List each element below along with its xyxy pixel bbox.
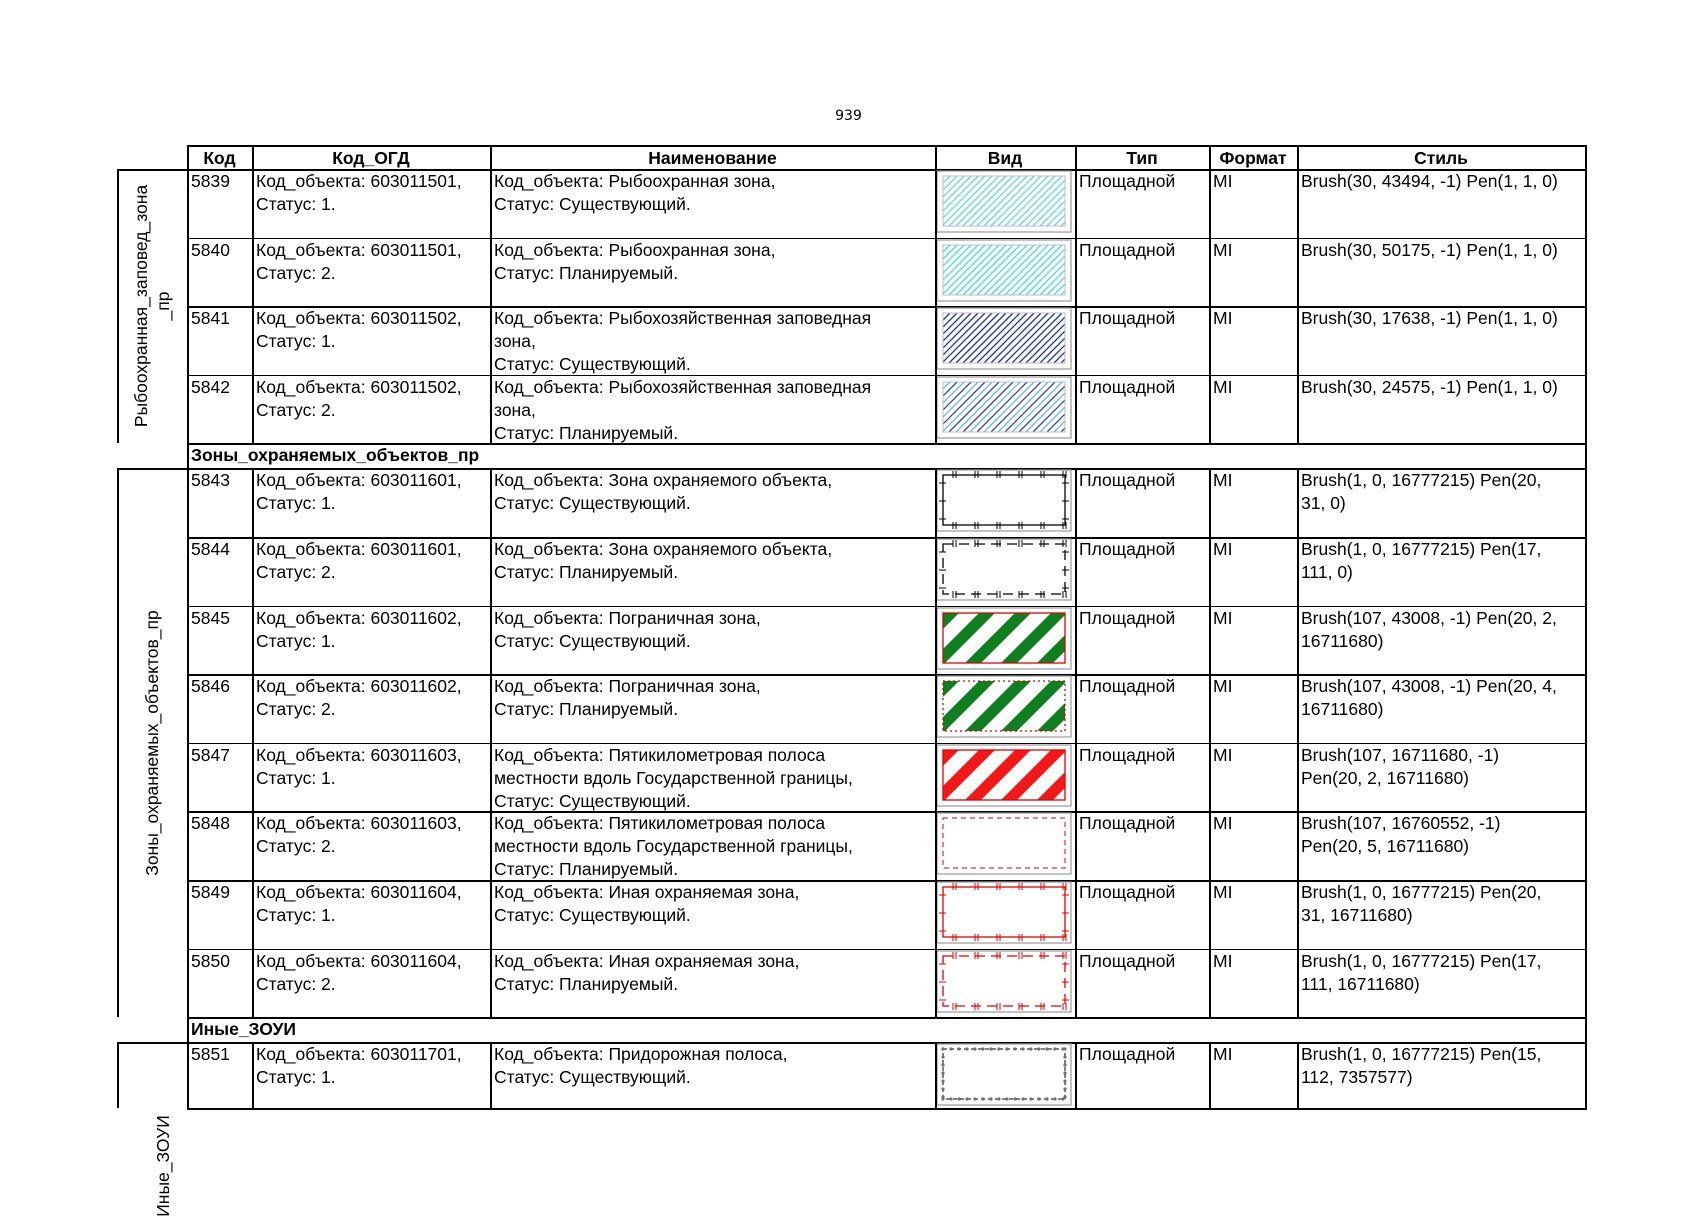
cell-name: Код_объекта: Зона охраняемого объекта, Статус: Существующий.: [494, 470, 833, 514]
table-rule: [1075, 169, 1077, 238]
table-rule: [1585, 443, 1587, 468]
cell-tip: Площадной: [1079, 950, 1176, 971]
cell-tip: Площадной: [1079, 239, 1176, 260]
cell-ogd: Код_объекта: 603011603, Статус: 2.: [256, 813, 462, 857]
table-rule: [252, 880, 254, 949]
cell-ogd: Код_объекта: 603011502, Статус: 2.: [256, 376, 462, 420]
cell-tip: Площадной: [1079, 539, 1176, 559]
table-rule: [935, 537, 937, 606]
table-rule: [187, 537, 189, 606]
column-header-tip: Тип: [1126, 148, 1158, 168]
cell-kod: 5850: [191, 950, 230, 971]
cell-format: MI: [1213, 744, 1233, 765]
section-title: Иные_ЗОУИ: [191, 1019, 296, 1040]
column-header-format: Формат: [1219, 148, 1287, 168]
table-rule: [1585, 949, 1587, 1018]
table-rule: [1209, 880, 1211, 949]
table-rule: [1297, 537, 1299, 606]
table-rule: [1075, 468, 1077, 537]
group-side-label: [117, 169, 187, 443]
table-rule: [252, 306, 254, 375]
table-rule: [1585, 811, 1587, 880]
style-swatch: [935, 468, 1075, 537]
table-rule: [490, 375, 492, 444]
table-rule: [1585, 375, 1587, 444]
table-rule: [1075, 606, 1077, 675]
cell-kod: 5849: [191, 882, 230, 902]
cell-name: Код_объекта: Пограничная зона, Статус: Существующий.: [494, 607, 761, 651]
table-rule: [490, 811, 492, 880]
style-swatch: [935, 606, 1075, 675]
column-header-name: Наименование: [648, 148, 777, 168]
table-rule: [1585, 1017, 1587, 1042]
cell-tip: Площадной: [1079, 813, 1176, 834]
table-rule: [252, 145, 254, 169]
table-rule: [1075, 375, 1077, 444]
cell-tip: Площадной: [1079, 171, 1176, 191]
table-rule: [1075, 743, 1077, 812]
table-rule: [935, 743, 937, 812]
table-rule: [935, 238, 937, 307]
table-rule: [1209, 375, 1211, 444]
table-rule: [252, 1042, 254, 1108]
cell-ogd: Код_объекта: 603011502, Статус: 1.: [256, 308, 462, 352]
table-rule: [935, 949, 937, 1018]
table-rule: [1297, 880, 1299, 949]
table-rule: [1585, 880, 1587, 949]
table-rule: [252, 674, 254, 743]
column-header-vid: Вид: [987, 148, 1023, 168]
cell-name: Код_объекта: Иная охраняемая зона, Статус: Существующий.: [494, 882, 800, 925]
cell-tip: Площадной: [1079, 882, 1176, 902]
cell-kod: 5839: [191, 171, 230, 191]
cell-name: Код_объекта: Рыбохозяйственная заповедная зона, Статус: Существующий.: [494, 308, 872, 375]
table-rule: [935, 169, 937, 238]
cell-name: Код_объекта: Пятикилометровая полоса местности вдоль Государственной границы, Статус: Существующий.: [494, 744, 853, 811]
cell-tip: Площадной: [1079, 470, 1176, 491]
table-rule: [187, 145, 189, 169]
table-rule: [187, 238, 189, 307]
table-rule: [1209, 811, 1211, 880]
table-rule: [1297, 238, 1299, 307]
cell-style: Brush(30, 24575, -1) Pen(1, 1, 0): [1301, 376, 1558, 397]
table-rule: [252, 375, 254, 444]
table-rule: [1297, 743, 1299, 812]
cell-ogd: Код_объекта: 603011601, Статус: 2.: [256, 539, 462, 582]
cell-style: Brush(1, 0, 16777215) Pen(17, 111, 16711680): [1301, 950, 1542, 994]
table-rule: [252, 743, 254, 812]
table-rule: [490, 743, 492, 812]
style-swatch: [935, 1042, 1075, 1108]
style-swatch: [935, 169, 1075, 238]
table-rule: [187, 1017, 1587, 1019]
table-rule: [252, 238, 254, 307]
table-rule: [1209, 674, 1211, 743]
cell-kod: 5843: [191, 470, 230, 491]
cell-tip: Площадной: [1079, 376, 1176, 397]
page-number: 939: [835, 108, 862, 124]
cell-ogd: Код_объекта: 603011601, Статус: 1.: [256, 470, 462, 514]
cell-kod: 5841: [191, 308, 230, 329]
table-rule: [1209, 743, 1211, 812]
table-rule: [1297, 375, 1299, 444]
cell-style: Brush(1, 0, 16777215) Pen(17, 111, 0): [1301, 539, 1542, 582]
cell-name: Код_объекта: Придорожная полоса, Статус: Существующий.: [494, 1044, 788, 1088]
table-rule: [1209, 606, 1211, 675]
table-rule: [935, 811, 937, 880]
cell-style: Brush(30, 17638, -1) Pen(1, 1, 0): [1301, 308, 1558, 329]
cell-kod: 5847: [191, 744, 230, 765]
table-rule: [1585, 468, 1587, 537]
table-rule: [187, 1108, 1587, 1110]
table-rule: [252, 811, 254, 880]
table-rule: [187, 443, 189, 468]
cell-tip: Площадной: [1079, 744, 1176, 765]
cell-kod: 5842: [191, 376, 230, 397]
cell-kod: 5846: [191, 676, 230, 697]
group-side-label: [117, 468, 187, 1017]
cell-name: Код_объекта: Рыбохозяйственная заповедная зона, Статус: Планируемый.: [494, 376, 872, 443]
cell-style: Brush(107, 16760552, -1) Pen(20, 5, 16711680): [1301, 813, 1501, 857]
table-rule: [1209, 949, 1211, 1018]
table-rule: [490, 537, 492, 606]
cell-format: MI: [1213, 171, 1233, 191]
cell-ogd: Код_объекта: 603011701, Статус: 1.: [256, 1044, 462, 1088]
table-rule: [187, 743, 189, 812]
cell-tip: Площадной: [1079, 308, 1176, 329]
cell-format: MI: [1213, 813, 1233, 834]
group-side-label-text: Рыбоохранная_заповед_зона _пр: [131, 185, 173, 428]
table-rule: [1209, 145, 1211, 169]
cell-format: MI: [1213, 470, 1233, 491]
cell-kod: 5844: [191, 539, 230, 559]
table-rule: [252, 606, 254, 675]
cell-tip: Площадной: [1079, 607, 1176, 628]
cell-style: Brush(30, 43494, -1) Pen(1, 1, 0): [1301, 171, 1558, 191]
cell-kod: 5851: [191, 1044, 230, 1065]
cell-ogd: Код_объекта: 603011501, Статус: 2.: [256, 239, 462, 283]
table-rule: [490, 606, 492, 675]
table-rule: [1585, 238, 1587, 307]
cell-name: Код_объекта: Зона охраняемого объекта, Статус: Планируемый.: [494, 539, 833, 582]
cell-format: MI: [1213, 676, 1233, 697]
column-header-kod: Код: [203, 148, 236, 168]
table-rule: [935, 674, 937, 743]
table-rule: [935, 880, 937, 949]
style-swatch: [935, 949, 1075, 1018]
table-rule: [187, 468, 189, 537]
cell-ogd: Код_объекта: 603011602, Статус: 2.: [256, 676, 462, 720]
table-rule: [935, 145, 937, 169]
group-side-label: [117, 1042, 187, 1217]
table-rule: [490, 169, 492, 238]
style-swatch: [935, 306, 1075, 375]
cell-format: MI: [1213, 1044, 1233, 1065]
cell-format: MI: [1213, 607, 1233, 628]
table-rule: [187, 606, 189, 675]
table-rule: [935, 375, 937, 444]
table-rule: [1075, 674, 1077, 743]
table-rule: [1075, 145, 1077, 169]
table-rule: [1209, 169, 1211, 238]
cell-style: Brush(1, 0, 16777215) Pen(20, 31, 0): [1301, 470, 1542, 514]
table-rule: [1585, 145, 1587, 169]
cell-format: MI: [1213, 539, 1233, 559]
table-rule: [490, 949, 492, 1018]
table-rule: [1585, 169, 1587, 238]
cell-tip: Площадной: [1079, 1044, 1176, 1065]
table-rule: [1209, 468, 1211, 537]
table-rule: [1075, 949, 1077, 1018]
cell-style: Brush(107, 16711680, -1) Pen(20, 2, 16711680): [1301, 744, 1500, 788]
table-rule: [1075, 537, 1077, 606]
table-rule: [187, 811, 189, 880]
table-rule: [1585, 537, 1587, 606]
cell-kod: 5848: [191, 813, 230, 834]
cell-style: Brush(107, 43008, -1) Pen(20, 2, 16711680): [1301, 607, 1557, 651]
table-rule: [490, 145, 492, 169]
section-title: Зоны_охраняемых_объектов_пр: [191, 445, 480, 466]
table-rule: [1297, 811, 1299, 880]
table-rule: [1297, 674, 1299, 743]
table-rule: [187, 674, 189, 743]
style-swatch: [935, 238, 1075, 307]
cell-format: MI: [1213, 239, 1233, 260]
cell-format: MI: [1213, 950, 1233, 971]
style-swatch: [935, 880, 1075, 949]
cell-ogd: Код_объекта: 603011602, Статус: 1.: [256, 607, 462, 651]
table-rule: [1075, 1042, 1077, 1108]
cell-name: Код_объекта: Рыбоохранная зона, Статус: Существующий.: [494, 171, 776, 214]
table-rule: [1075, 880, 1077, 949]
column-header-kod-ogd: Код_ОГД: [332, 148, 410, 168]
table-rule: [490, 880, 492, 949]
cell-name: Код_объекта: Пограничная зона, Статус: Планируемый.: [494, 676, 761, 720]
cell-ogd: Код_объекта: 603011603, Статус: 1.: [256, 744, 462, 788]
cell-kod: 5845: [191, 607, 230, 628]
table-rule: [252, 537, 254, 606]
cell-style: Brush(107, 43008, -1) Pen(20, 4, 16711680): [1301, 676, 1557, 720]
cell-style: Brush(1, 0, 16777215) Pen(20, 31, 16711680): [1301, 882, 1542, 925]
table-rule: [490, 1042, 492, 1108]
group-side-label-text: Зоны_охраняемых_объектов_пр: [142, 610, 162, 876]
table-rule: [187, 306, 189, 375]
cell-ogd: Код_объекта: 603011604, Статус: 2.: [256, 950, 462, 994]
table-rule: [1297, 169, 1299, 238]
style-swatch: [935, 674, 1075, 743]
table-rule: [1585, 674, 1587, 743]
table-rule: [1585, 606, 1587, 675]
table-rule: [187, 1042, 189, 1108]
cell-tip: Площадной: [1079, 676, 1176, 697]
table-rule: [1297, 306, 1299, 375]
table-rule: [1075, 306, 1077, 375]
cell-format: MI: [1213, 308, 1233, 329]
style-swatch: [935, 743, 1075, 812]
table-rule: [187, 375, 189, 444]
cell-style: Brush(30, 50175, -1) Pen(1, 1, 0): [1301, 239, 1558, 260]
cell-style: Brush(1, 0, 16777215) Pen(15, 112, 7357577): [1301, 1044, 1542, 1088]
table-rule: [490, 468, 492, 537]
cell-ogd: Код_объекта: 603011604, Статус: 1.: [256, 882, 462, 925]
table-rule: [252, 169, 254, 238]
table-rule: [252, 949, 254, 1018]
table-rule: [1209, 306, 1211, 375]
table-rule: [1209, 1042, 1211, 1108]
table-rule: [1209, 238, 1211, 307]
table-rule: [187, 880, 189, 949]
table-rule: [1297, 949, 1299, 1018]
table-rule: [935, 1042, 937, 1108]
table-rule: [935, 606, 937, 675]
style-swatch: [935, 811, 1075, 880]
table-rule: [1075, 238, 1077, 307]
table-rule: [490, 306, 492, 375]
style-swatch: [935, 537, 1075, 606]
table-rule: [1209, 537, 1211, 606]
table-rule: [935, 468, 937, 537]
table-rule: [1585, 1042, 1587, 1108]
table-rule: [1297, 606, 1299, 675]
cell-ogd: Код_объекта: 603011501, Статус: 1.: [256, 171, 462, 214]
cell-name: Код_объекта: Иная охраняемая зона, Статус: Планируемый.: [494, 950, 800, 994]
table-rule: [1075, 811, 1077, 880]
group-side-label-text: Иные_ЗОУИ: [153, 1115, 173, 1217]
cell-format: MI: [1213, 882, 1233, 902]
table-rule: [935, 306, 937, 375]
cell-name: Код_объекта: Рыбоохранная зона, Статус: Планируемый.: [494, 239, 776, 283]
table-rule: [1297, 1042, 1299, 1108]
cell-name: Код_объекта: Пятикилометровая полоса местности вдоль Государственной границы, Статус: Планируемый.: [494, 813, 853, 880]
table-rule: [490, 674, 492, 743]
table-rule: [1297, 145, 1299, 169]
table-rule: [1297, 468, 1299, 537]
table-rule: [187, 1017, 189, 1042]
table-rule: [1585, 306, 1587, 375]
column-header-style: Стиль: [1414, 148, 1468, 168]
style-swatch: [935, 375, 1075, 444]
table-rule: [252, 468, 254, 537]
table-rule: [1585, 743, 1587, 812]
table-rule: [187, 169, 189, 238]
cell-kod: 5840: [191, 239, 230, 260]
cell-format: MI: [1213, 376, 1233, 397]
table-rule: [187, 949, 189, 1018]
table-rule: [490, 238, 492, 307]
